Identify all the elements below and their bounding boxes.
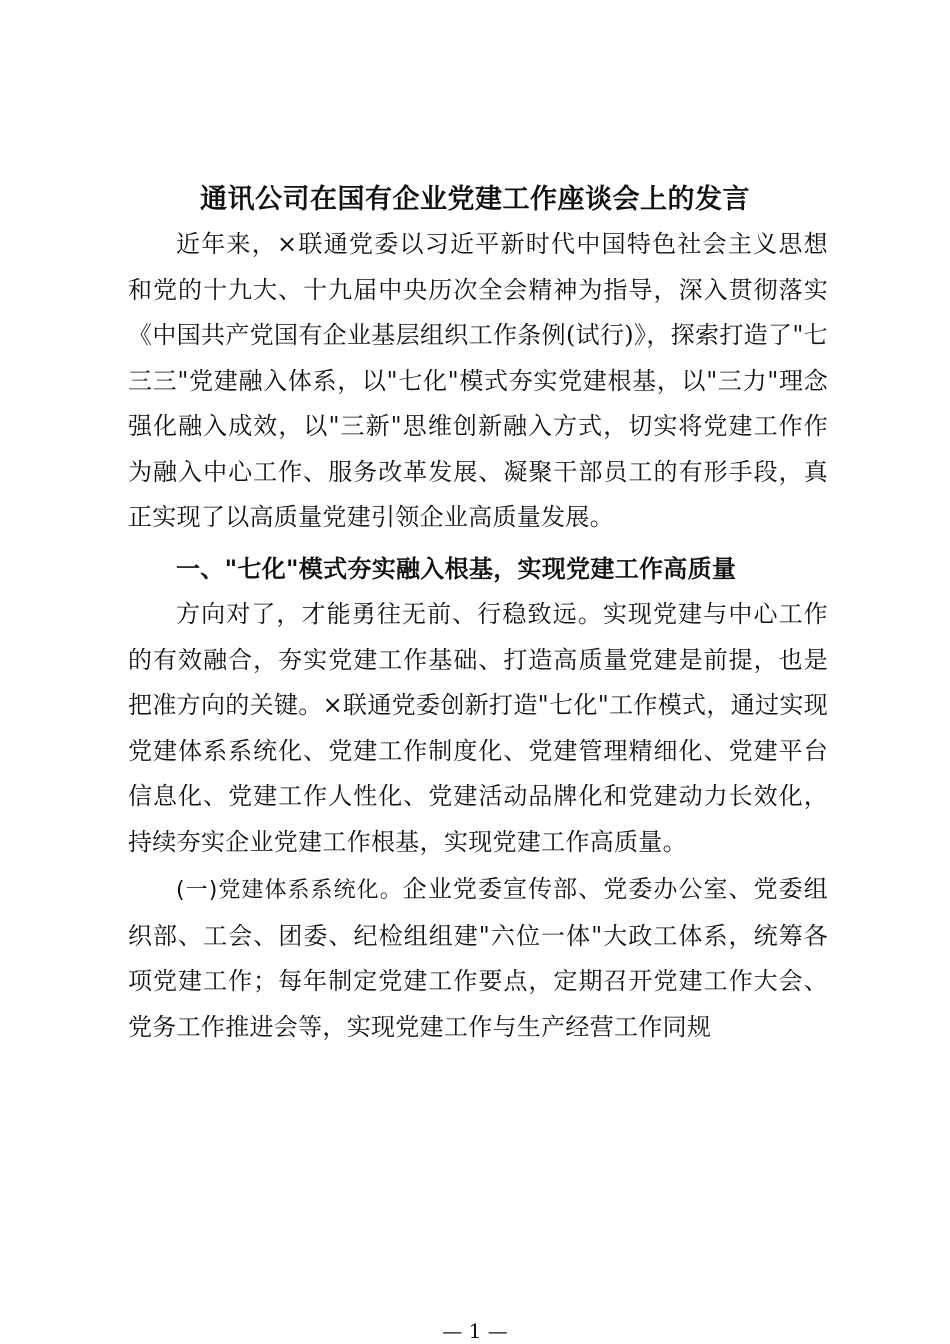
document-body bbox=[128, 222, 828, 1050]
section-heading-1: 一、"七化"模式夯实融入根基，实现党建工作高质量 bbox=[176, 554, 737, 583]
subsection-1-text: 企业党委宣传部、党委办公室、党委组织部、工会、团委、纪检组组建"六位一体"大政工体系，统筹各项党建工作；每年制定党建工作要点，定期召开党建工作大会、党务工作推进会等，实现党建工作与生产经营工作同规 bbox=[128, 875, 828, 1041]
subsection-1-paragraph bbox=[128, 867, 828, 1050]
intro-paragraph: 近年来，×联通党委以习近平新时代中国特色社会主义思想和党的十九大、十九届中央历次全会精神为指导，深入贯彻落实《中国共产党国有企业基层组织工作条例(试行)》，探索打造了"七三三"党建融入体系，以"七化"模式夯实党建根基，以"三力"理念强化融入成效，以"三新"思维创新融入方式，切实将党建工作作为融入中心工作、服务改革发展、凝聚干部员工的有形手段，真正实现了以高质量党建引领企业高质量发展。 bbox=[128, 230, 828, 531]
page-number: — 1 — bbox=[442, 1319, 508, 1343]
document-title: 通讯公司在国有企业党建工作座谈会上的发言 bbox=[200, 184, 750, 215]
section-1-paragraph: 方向对了，才能勇往无前、行稳致远。实现党建与中心工作的有效融合，夯实党建工作基础、打造高质量党建是前提，也是把准方向的关键。×联通党委创新打造"七化"工作模式，通过实现党建体系系统化、党建工作制度化、党建管理精细化、党建平台信息化、党建工作人性化、党建活动品牌化和党建动力长效化，持续夯实企业党建工作根基，实现党建工作高质量。 bbox=[128, 600, 828, 856]
subsection-1-lead: (一)党建体系系统化。 bbox=[176, 878, 403, 903]
